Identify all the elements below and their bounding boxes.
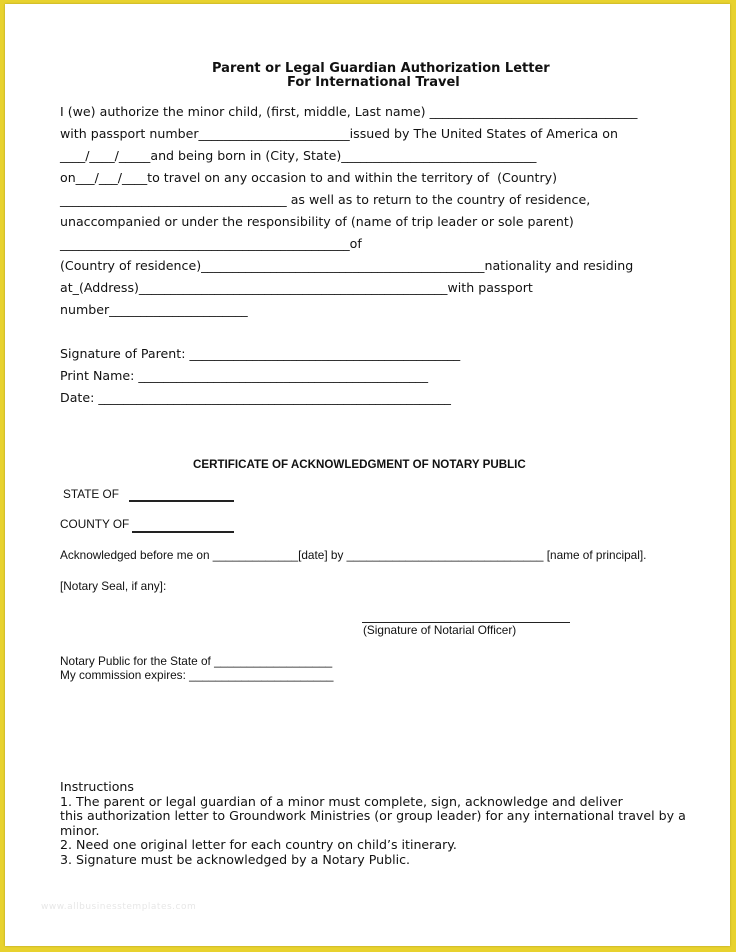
county-of-label: COUNTY OF bbox=[60, 517, 130, 531]
state-of-underline bbox=[129, 500, 234, 502]
date-line: Date: ________________________________________________________ bbox=[60, 390, 451, 405]
document-title-line2: For International Travel bbox=[287, 75, 460, 90]
instructions-heading: Instructions bbox=[60, 779, 134, 794]
instruction-line-5: 3. Signature must be acknowledged by a Notary Public. bbox=[60, 852, 411, 867]
letter-line-2: with passport number________________________issued by The United States of America on bbox=[60, 126, 618, 141]
county-of-underline bbox=[132, 531, 234, 533]
notarial-officer-label: (Signature of Notarial Officer) bbox=[363, 623, 517, 637]
print-name-line: Print Name: ______________________________________________ bbox=[60, 368, 429, 383]
letter-line-4: on___/___/____to travel on any occasion to and within the territory of (Country) bbox=[60, 170, 558, 185]
letter-line-10: number______________________ bbox=[60, 302, 248, 317]
letter-line-1: I (we) authorize the minor child, (first, middle, Last name) _________________________________ bbox=[60, 104, 638, 119]
letter-line-8: (Country of residence)_____________________________________________nationality and residing bbox=[60, 258, 634, 273]
instruction-line-4: 2. Need one original letter for each country on child’s itinerary. bbox=[60, 837, 457, 852]
commission-expires-line: My commission expires: ______________________ bbox=[60, 668, 334, 682]
letter-line-7: ______________________________________________of bbox=[60, 236, 362, 251]
instruction-line-3: minor. bbox=[60, 823, 100, 838]
state-of-label: STATE OF bbox=[63, 487, 119, 501]
notary-seal-label: [Notary Seal, if any]: bbox=[60, 579, 167, 593]
letter-line-6: unaccompanied or under the responsibility of (name of trip leader or sole parent) bbox=[60, 214, 574, 229]
letter-line-5: ____________________________________ as well as to return to the country of residence, bbox=[60, 192, 591, 207]
instruction-line-1: 1. The parent or legal guardian of a minor must complete, sign, acknowledge and deliver bbox=[60, 794, 623, 809]
certificate-heading: CERTIFICATE OF ACKNOWLEDGMENT OF NOTARY PUBLIC bbox=[193, 458, 526, 471]
instruction-line-2: this authorization letter to Groundwork Ministries (or group leader) for any international travel by a bbox=[60, 808, 686, 823]
watermark-text: www.allbusinesstemplates.com bbox=[41, 902, 197, 912]
notary-state-line: Notary Public for the State of __________________ bbox=[60, 654, 333, 668]
document-page bbox=[5, 4, 730, 946]
document-title-line1: Parent or Legal Guardian Authorization Letter bbox=[212, 61, 550, 76]
letter-line-9: at_(Address)_________________________________________________with passport bbox=[60, 280, 533, 295]
letter-line-3: ____/____/_____and being born in (City, State)_______________________________ bbox=[60, 148, 537, 163]
parent-signature-line: Signature of Parent: ___________________________________________ bbox=[60, 346, 461, 361]
acknowledged-line: Acknowledged before me on _____________[date] by ______________________________ [name of principal]. bbox=[60, 548, 647, 562]
